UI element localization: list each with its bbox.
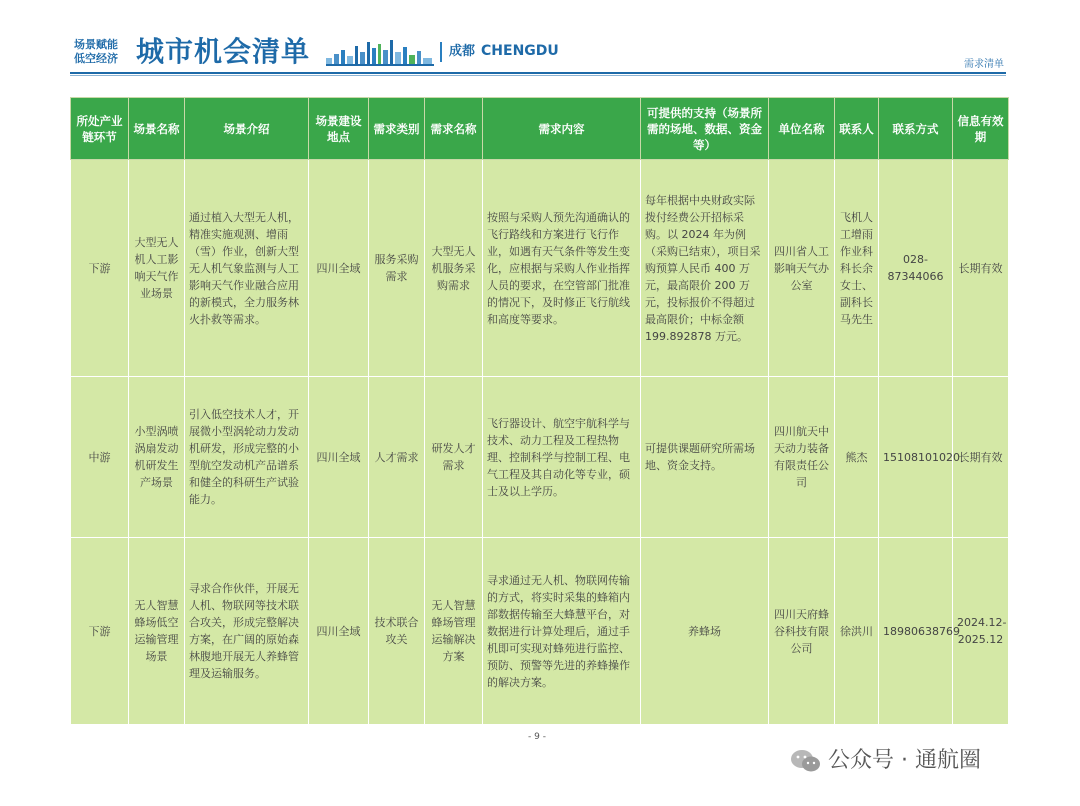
cell-scene-name: 小型涡喷涡扇发动机研发生产场景	[129, 377, 185, 538]
cell-phone: 18980638769	[879, 538, 953, 725]
cell-support: 每年根据中央财政实际拨付经费公开招标采购。以 2024 年为例（采购已结束），项目采购预算人民币 400 万元，最高限价 200 万元，投标报价不得超过最高限价；中标金额 199.892878 万元。	[641, 160, 769, 377]
cell-support: 养蜂场	[641, 538, 769, 725]
header-rule-thin	[70, 75, 1006, 76]
cell-intro: 通过植入大型无人机，精准实施观测、增雨（雪）作业，创新大型无人机气象监测与人工影响天气作业融合应用的新模式，全力服务林火扑救等需求。	[185, 160, 309, 377]
table-row	[71, 538, 1009, 725]
brand-tagline	[74, 38, 118, 66]
col-header-validity: 信息有效期	[953, 98, 1009, 160]
cell-intro: 引入低空技术人才，开展微小型涡轮动力发动机研发，形成完整的小型航空发动机产品谱系和健全的科研生产试验能力。	[185, 377, 309, 538]
col-header-demand-type: 需求类别	[369, 98, 425, 160]
col-header-demand-content: 需求内容	[483, 98, 641, 160]
cell-demand-name: 研发人才需求	[425, 377, 483, 538]
cell-demand-content: 按照与采购人预先沟通确认的飞行路线和方案进行飞行作业，如遇有天气条件等发生变化，应根据与采购人作业指挥人员的要求，在空管部门批准的情况下，及时修正飞行航线和高度等要求。	[483, 160, 641, 377]
col-header-contact: 联系人	[835, 98, 879, 160]
cell-scene-name: 无人智慧蜂场低空运输管理场景	[129, 538, 185, 725]
page-number: - 9 -	[528, 732, 546, 742]
cell-location: 四川全域	[309, 377, 369, 538]
cell-demand-type: 服务采购需求	[369, 160, 425, 377]
tagline-line2: 低空经济	[74, 52, 118, 65]
watermark-text: 公众号 · 通航圈	[828, 748, 981, 773]
table-row	[71, 160, 1009, 377]
col-header-location: 场景建设地点	[309, 98, 369, 160]
cell-chain: 下游	[71, 160, 129, 377]
cell-unit: 四川天府蜂谷科技有限公司	[769, 538, 835, 725]
cell-unit: 四川省人工影响天气办公室	[769, 160, 835, 377]
cell-location: 四川全域	[309, 160, 369, 377]
cell-demand-type: 人才需求	[369, 377, 425, 538]
cell-unit: 四川航天中天动力装备有限责任公司	[769, 377, 835, 538]
cell-phone: 028-87344066	[879, 160, 953, 377]
skyline-graphic	[326, 38, 434, 66]
cell-location: 四川全域	[309, 538, 369, 725]
col-header-demand-name: 需求名称	[425, 98, 483, 160]
tagline-line1: 场景赋能	[74, 38, 118, 51]
cell-demand-content: 寻求通过无人机、物联网传输的方式，将实时采集的蜂箱内部数据传输至大蜂慧平台，对数据进行计算处理后，通过手机即可实现对蜂苑进行监控、预防、预警等先进的养蜂操作的解决方案。	[483, 538, 641, 725]
header-rule	[70, 72, 1006, 74]
page-title: 城市机会清单	[136, 35, 311, 68]
cell-contact: 飞机人工增雨作业科科长余女士、副科长马先生	[835, 160, 879, 377]
table-header-row	[71, 98, 1009, 160]
col-header-intro: 场景介绍	[185, 98, 309, 160]
cell-contact: 徐洪川	[835, 538, 879, 725]
cell-chain: 下游	[71, 538, 129, 725]
cell-validity: 2024.12-2025.12	[953, 538, 1009, 725]
cell-scene-name: 大型无人机人工影响天气作业场景	[129, 160, 185, 377]
col-header-unit: 单位名称	[769, 98, 835, 160]
col-header-phone: 联系方式	[879, 98, 953, 160]
city-en: CHENGDU	[481, 43, 559, 59]
col-header-support: 可提供的支持（场景所需的场地、数据、资金等）	[641, 98, 769, 160]
demand-table	[70, 97, 1009, 725]
cell-demand-type: 技术联合攻关	[369, 538, 425, 725]
cell-demand-name: 大型无人机服务采购需求	[425, 160, 483, 377]
cell-chain: 中游	[71, 377, 129, 538]
city-label	[449, 42, 559, 61]
watermark	[790, 746, 981, 776]
section-label: 需求清单	[964, 59, 1004, 70]
cell-validity: 长期有效	[953, 160, 1009, 377]
col-header-chain: 所处产业链环节	[71, 98, 129, 160]
title-divider	[440, 42, 442, 62]
cell-demand-name: 无人智慧蜂场管理运输解决方案	[425, 538, 483, 725]
cell-contact: 熊杰	[835, 377, 879, 538]
table-row	[71, 377, 1009, 538]
cell-phone: 15108101020	[879, 377, 953, 538]
cell-demand-content: 飞行器设计、航空宇航科学与技术、动力工程及工程热物理、控制科学与控制工程、电气工程及其自动化等专业，硕士及以上学历。	[483, 377, 641, 538]
city-cn: 成都	[449, 44, 476, 59]
cell-intro: 寻求合作伙伴，开展无人机、物联网等技术联合攻关，形成完整解决方案，在广阔的原始森林腹地开展无人养蜂管理及运输服务。	[185, 538, 309, 725]
page-header	[0, 0, 1080, 80]
wechat-icon	[790, 748, 822, 774]
cell-support: 可提供课题研究所需场地、资金支持。	[641, 377, 769, 538]
cell-validity: 长期有效	[953, 377, 1009, 538]
col-header-scene-name: 场景名称	[129, 98, 185, 160]
